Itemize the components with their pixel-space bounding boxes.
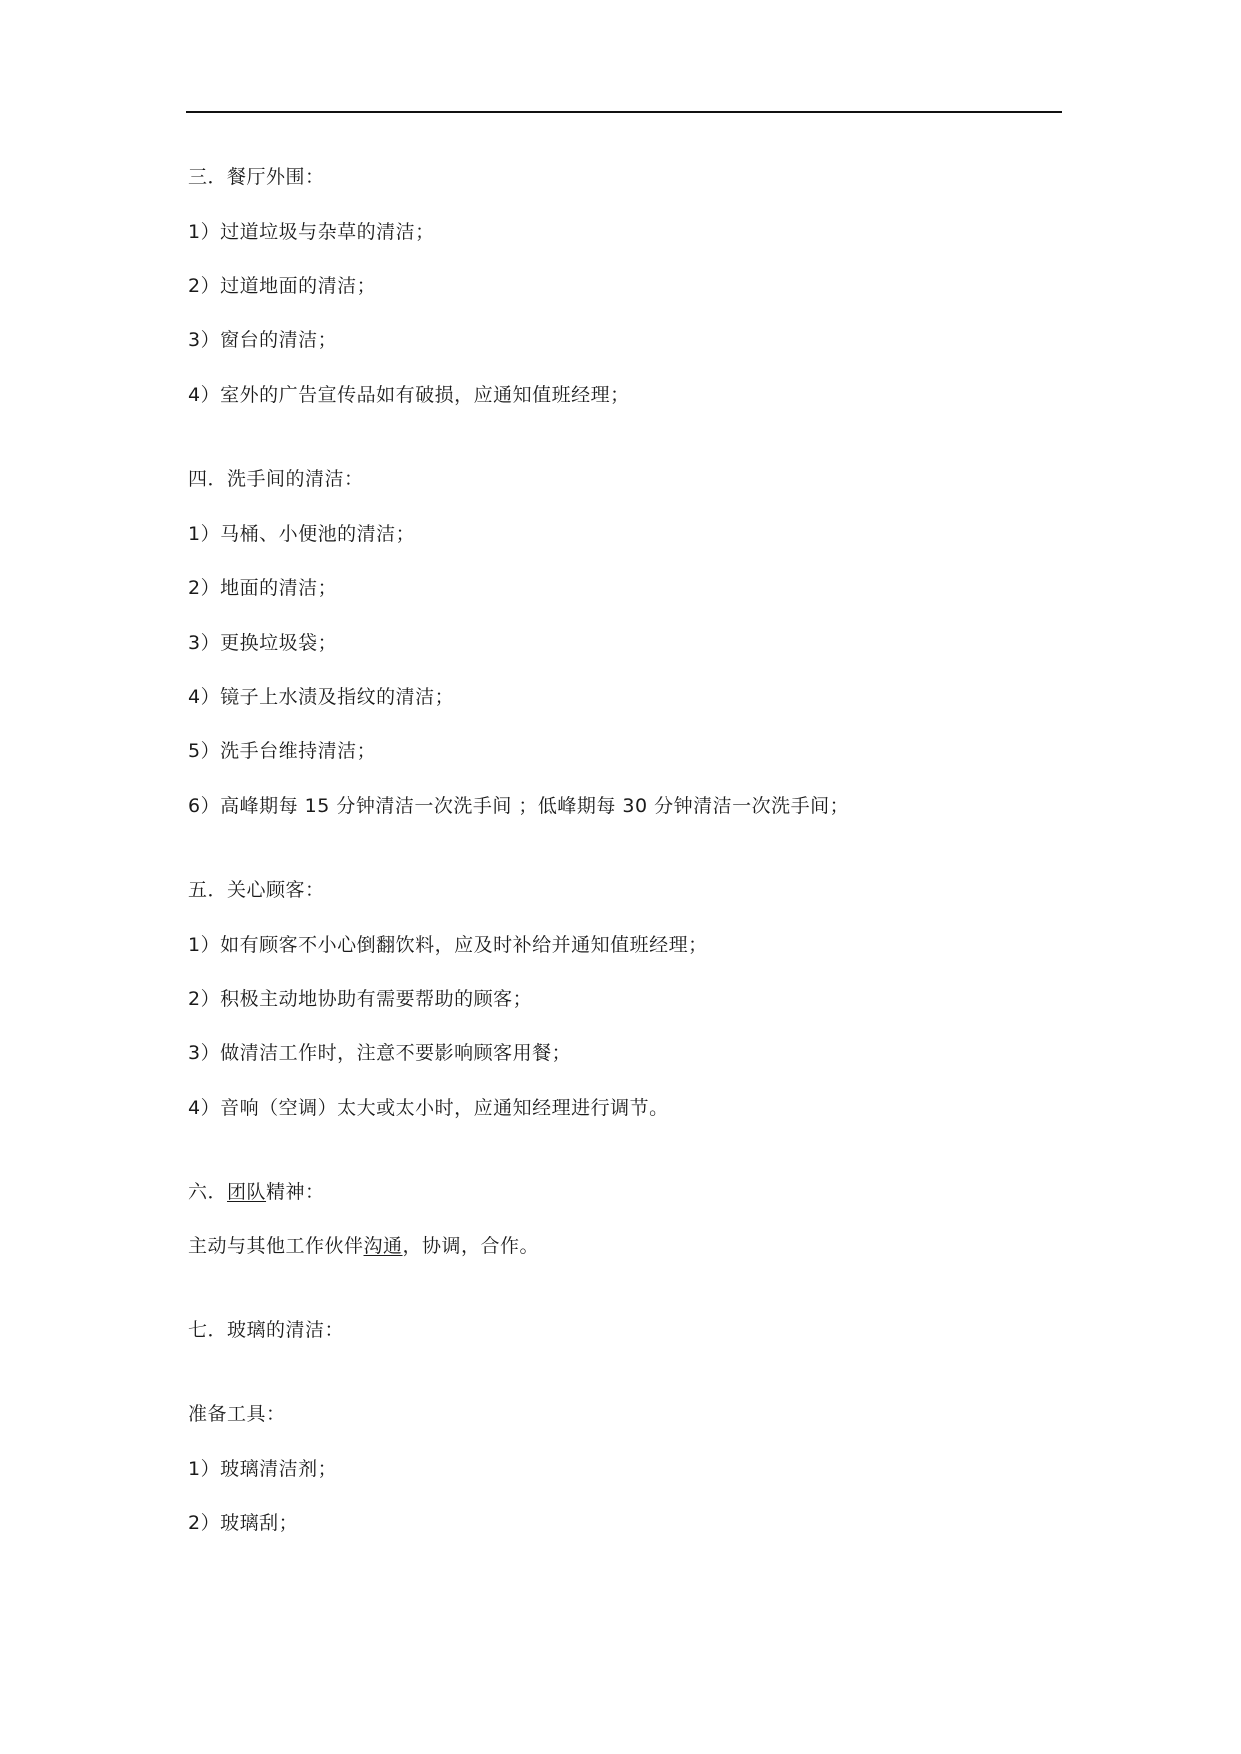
list-item: 3）窗台的清洁； (188, 329, 338, 351)
list-item: 4）镜子上水渍及指纹的清洁； (188, 686, 455, 708)
subheading-tools: 准备工具： (188, 1403, 286, 1425)
heading-suffix: 精神： (266, 1181, 325, 1203)
paragraph (188, 1233, 539, 1259)
section-heading-customer-care: 五．关心顾客： (188, 879, 325, 901)
list-item: 4）室外的广告宣传品如有破损，应通知值班经理； (188, 384, 630, 406)
header-rule (186, 111, 1062, 113)
body-prefix: 主动与其他工作伙伴 (188, 1235, 364, 1257)
list-item: 1）过道垃圾与杂草的清洁； (188, 221, 435, 243)
list-item: 1）玻璃清洁剂； (188, 1458, 338, 1480)
list-item: 3）更换垃圾袋； (188, 632, 338, 654)
heading-prefix: 六． (188, 1181, 228, 1203)
list-item: 2）地面的清洁； (188, 577, 338, 599)
section-heading-exterior: 三．餐厅外围： (188, 166, 325, 188)
list-item: 4）音响（空调）太大或太小时，应通知经理进行调节。 (188, 1097, 669, 1119)
list-item: 1）马桶、小便池的清洁； (188, 523, 416, 545)
list-item: 6）高峰期每 15 分钟清洁一次洗手间 ；低峰期每 30 分钟清洁一次洗手间； (188, 795, 850, 817)
list-item: 1）如有顾客不小心倒翻饮料，应及时补给并通知值班经理； (188, 934, 708, 956)
list-item: 3）做清洁工作时，注意不要影响顾客用餐； (188, 1042, 572, 1064)
section-heading-teamwork (188, 1179, 325, 1205)
list-item: 2）积极主动地协助有需要帮助的顾客； (188, 988, 533, 1010)
list-item: 5）洗手台维持清洁； (188, 740, 377, 762)
underlined-term: 沟通 (363, 1235, 403, 1257)
list-item: 2）玻璃刮； (188, 1512, 299, 1534)
section-heading-glass-cleaning: 七．玻璃的清洁： (188, 1319, 345, 1341)
body-suffix: ，协调，合作。 (402, 1235, 540, 1257)
section-heading-restroom: 四．洗手间的清洁： (188, 468, 364, 490)
list-item: 2）过道地面的清洁； (188, 275, 377, 297)
underlined-term: 团队 (227, 1181, 267, 1203)
